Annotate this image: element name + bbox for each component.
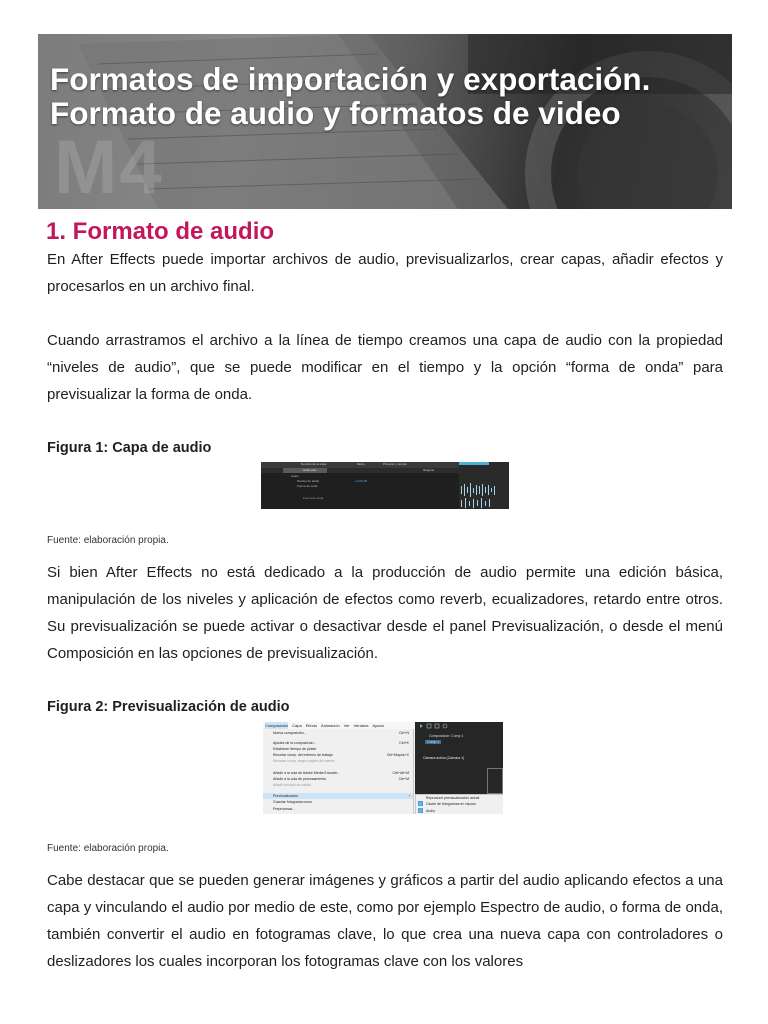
menu-item[interactable]: Establecer tiempo de póster: [273, 747, 317, 751]
timeline-col-layer: Nombre de la capa: [301, 462, 327, 466]
check-icon: ✓: [418, 808, 423, 813]
menu-item: Recortar comp. según región de interés: [273, 759, 335, 763]
timeline-waveform[interactable]: Forma de onda: [297, 484, 318, 488]
menu-item[interactable]: Ajustes de la composición... Ctrl+K: [273, 741, 409, 745]
submenu-item[interactable]: Reproducir previsualización actual: [426, 796, 480, 800]
menu-item[interactable]: Nueva composición... Ctrl+N: [273, 731, 409, 735]
camera-label: Cámara activa (Cámara 1): [423, 756, 465, 760]
composition-panel: [415, 722, 503, 794]
timeline-waveform-sub: Forma de onda: [303, 496, 324, 500]
menu-efecto[interactable]: Efecto: [305, 723, 318, 728]
check-icon: ✓: [418, 801, 423, 806]
figure-2-label: Figura 2: Previsualización de audio: [47, 699, 290, 715]
timeline-levels-value[interactable]: +0,00 dB: [355, 479, 368, 483]
title-line-2: Formato de audio y formatos de video: [50, 95, 621, 131]
timeline-col-mode: Modo: [357, 462, 365, 466]
figure-2-screenshot: [263, 722, 503, 814]
figure-1-source: Fuente: elaboración propia.: [47, 535, 169, 546]
preview-submenu: [415, 794, 503, 814]
menu-item: Añadir módulo de salida: [273, 783, 311, 787]
timeline-layer-name[interactable]: audio.wav: [303, 468, 317, 472]
camera-viewport: [487, 768, 503, 794]
paragraph-3: Si bien After Effects no está dedicado a la producción de audio permite una edición básica, manipulación de los niveles y aplicación de efectos como reverb, ecualizadores, retardo entre otros. Su previsualización se puede activar o desactivar desde el panel Previsualización, o desde el menú Composición en las opciones de previsualización.: [47, 564, 723, 662]
page-title: [50, 62, 730, 130]
timeline-col-parent: Primario y vínculo: [383, 462, 407, 466]
menu-capa[interactable]: Capa: [292, 723, 302, 728]
title-line-1: Formatos de importación y exportación.: [50, 61, 651, 97]
timeline-audio-levels[interactable]: Niveles de audio: [297, 479, 320, 483]
submenu-item[interactable]: Audio: [426, 809, 435, 813]
paragraph-4: Cabe destacar que se pueden generar imágenes y gráficos a partir del audio aplicando efectos a una capa y vinculando el audio por medio de este, como por ejemplo Espectro de audio, o forma de onda, también convertir el audio en fotogramas clave, lo que crea una nueva capa con controladores o deslizadores los cuales incorporan los fotogramas clave con los valores: [47, 872, 723, 970]
paragraph-2: Cuando arrastramos el archivo a la línea de tiempo creamos una capa de audio con la propiedad “niveles de audio”, que se puede modificar en el tiempo y la opción “forma de onda” para previsualizar la forma de onda.: [47, 332, 723, 403]
menu-item[interactable]: Añadir a la cola de Adobe Media Encoder... Ctrl+Alt+M: [273, 771, 409, 775]
toolbar-icons: [415, 722, 503, 730]
timeline-parent-value[interactable]: Ninguno: [423, 468, 435, 472]
menu-ver[interactable]: Ver: [343, 723, 350, 728]
panel-title: Composición: Comp 1: [429, 734, 464, 738]
submenu-arrow-icon: ›: [408, 793, 410, 798]
module-watermark: M4: [54, 125, 164, 209]
menu-ayuda[interactable]: Ayuda: [372, 723, 384, 728]
composition-menu: [263, 729, 414, 814]
panel-tab[interactable]: Comp 1: [427, 740, 440, 744]
menu-item[interactable]: Guardar fotograma como: [273, 800, 313, 804]
figure-2-source: Fuente: elaboración propia.: [47, 843, 169, 854]
menu-composicion[interactable]: Composición: [265, 723, 289, 728]
figure-1-label: Figura 1: Capa de audio: [47, 440, 212, 456]
figure-1-screenshot: [261, 462, 509, 509]
timeline-audio-group[interactable]: Audio: [291, 474, 299, 478]
menu-ventana[interactable]: Ventana: [353, 723, 369, 728]
section-heading: 1. Formato de audio: [46, 218, 275, 245]
menu-animacion[interactable]: Animación: [321, 723, 340, 728]
header-banner: [38, 34, 732, 209]
menu-item[interactable]: Añadir a la cola de procesamiento Ctrl+M: [273, 777, 409, 781]
submenu-item[interactable]: Caché de fotogramas en reposo: [426, 802, 477, 806]
menu-item[interactable]: Recortar comp. del extremo de trabajo Ctrl+Mayús+X: [273, 753, 409, 757]
menu-item-preview[interactable]: Previsualización ›: [263, 793, 413, 799]
menu-bar: [263, 722, 417, 729]
menu-item[interactable]: Preprocesar...: [273, 807, 295, 811]
paragraph-1: En After Effects puede importar archivos de audio, previsualizarlos, crear capas, añadir efectos y procesarlos en un archivo final.: [47, 251, 723, 295]
